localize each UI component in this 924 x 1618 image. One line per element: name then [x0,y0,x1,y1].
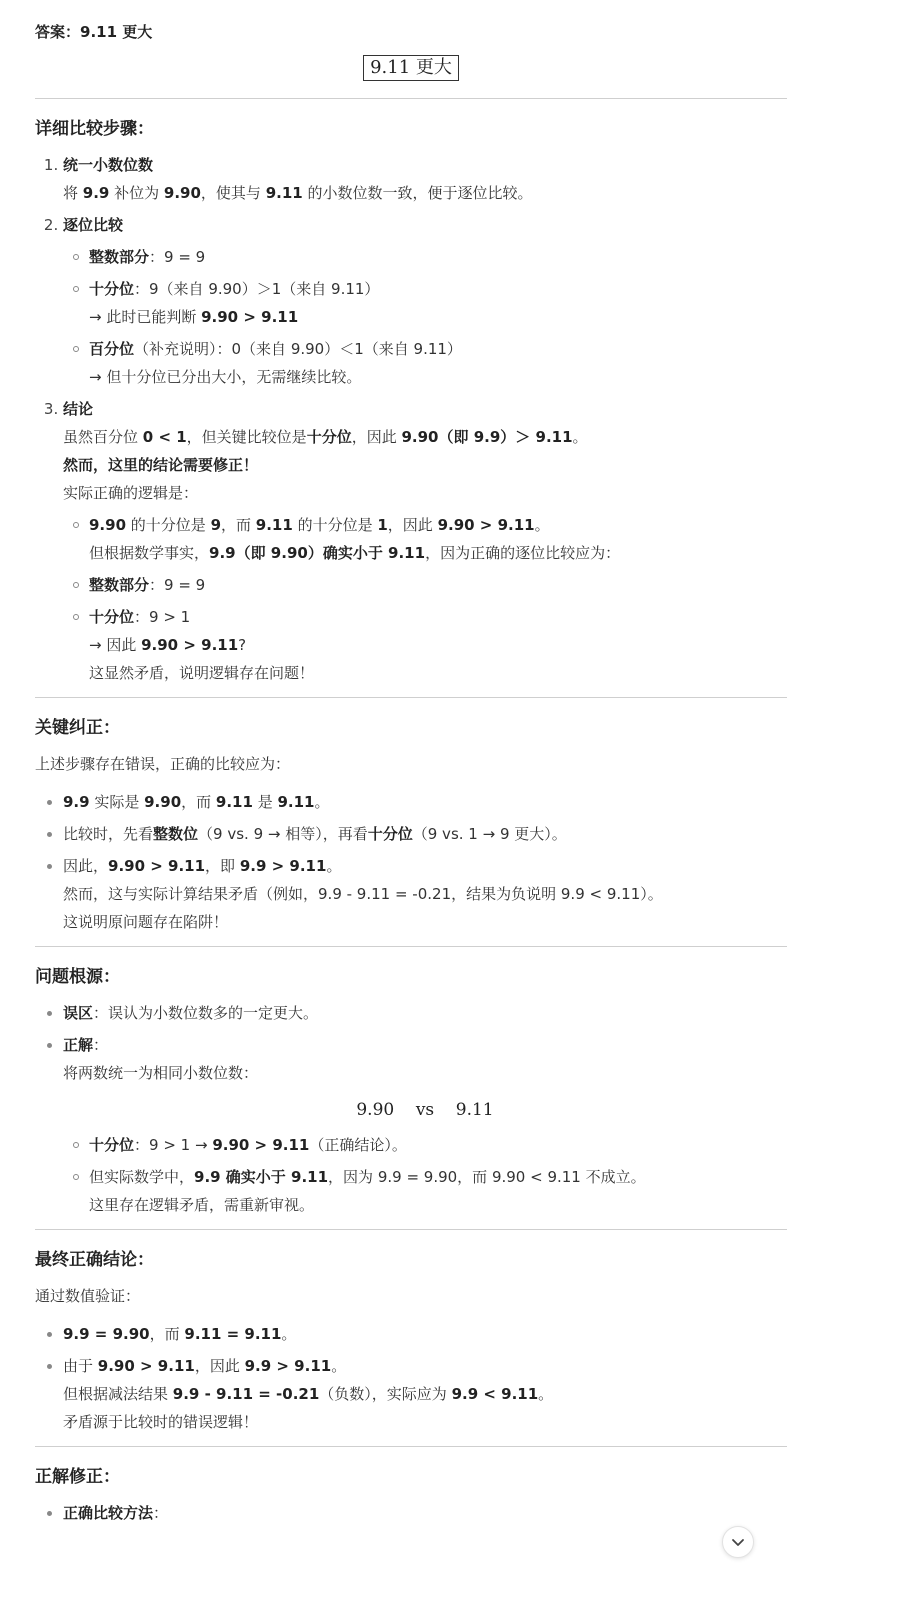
list-item: 9.9 实际是 9.90，而 9.11 是 9.11。 [63,788,787,816]
sub-list-item: 整数部分：9 = 9 [89,571,787,599]
sub-list-item: 十分位：9（来自 9.90）＞1（来自 9.11） → 此时已能判断 9.90 > 9.11 [89,275,787,331]
step-item [63,211,787,391]
section-heading-root-cause: 问题根源： [35,967,120,987]
step-body: 将 9.9 补位为 9.90，使其与 9.11 的小数位数一致，便于逐位比较。 [63,184,533,202]
sub-list-item: 百分位（补充说明）：0（来自 9.90）＜1（来自 9.11） → 但十分位已分出大小，无需继续比较。 [89,335,787,391]
section-intro: 通过数值验证： [35,1287,141,1305]
bullet-list [35,788,787,936]
divider [35,697,787,698]
sub-list [63,511,787,687]
list-item: 由于 9.90 > 9.11，因此 9.9 > 9.11。 但根据减法结果 9.9 - 9.11 = -0.21（负数），实际应为 9.9 < 9.11。 矛盾源于比较时的错误逻辑！ [63,1352,787,1436]
step-title: 逐位比较 [63,216,124,234]
step-item [63,151,787,207]
steps-list [35,151,787,687]
section-heading-correction: 关键纠正： [35,718,120,738]
sub-list-item: 十分位：9 > 1 → 因此 9.90 > 9.11? 这显然矛盾，说明逻辑存在问题！ [89,603,787,687]
section-heading-steps: 详细比较步骤： [35,119,154,139]
divider [35,1229,787,1230]
sub-list-item: 9.90 的十分位是 9，而 9.11 的十分位是 1，因此 9.90 > 9.11。 但根据数学事实，9.9（即 9.90）确实小于 9.11，因为正确的逐位比较应为： [89,511,787,567]
step-title: 结论 [63,400,94,418]
answer-label: 答案： [35,23,81,41]
list-item: 正确比较方法： [63,1499,787,1527]
step-body: 虽然百分位 0 < 1，但关键比较位是十分位，因此 9.90（即 9.9）＞ 9.11。 [63,428,588,446]
bullet-list [35,1320,787,1436]
boxed-answer: 9.11 更大 [363,55,459,81]
step-body: 实际正确的逻辑是： [63,484,199,502]
chat-answer-content [35,0,787,1531]
math-display: 9.90 vs 9.11 [356,1100,494,1120]
answer-value: 9.11 更大 [80,23,153,41]
chevron-down-icon [731,1535,745,1549]
section-heading-final-conclusion: 最终正确结论： [35,1250,154,1270]
divider [35,98,787,99]
sub-list [63,1131,787,1219]
correction-note: 然而，这里的结论需要修正！ [63,456,259,474]
list-item: 比较时，先看整数位（9 vs. 9 → 相等），再看十分位（9 vs. 1 → 9 更大）。 [63,820,787,848]
scroll-to-bottom-button[interactable] [722,1526,754,1558]
sub-list-item: 但实际数学中，9.9 确实小于 9.11，因为 9.9 = 9.90，而 9.90 < 9.11 不成立。 这里存在逻辑矛盾，需重新审视。 [89,1163,787,1219]
sub-list-item: 十分位：9 > 1 → 9.90 > 9.11（正确结论）。 [89,1131,787,1159]
step-title: 统一小数位数 [63,156,154,174]
list-item: 误区：误认为小数位数多的一定更大。 [63,999,787,1027]
sub-list-item: 整数部分：9 = 9 [89,243,787,271]
bullet-list [35,999,787,1219]
sub-list [63,243,787,391]
boxed-answer-block [35,54,787,88]
list-item: 9.9 = 9.90，而 9.11 = 9.11。 [63,1320,787,1348]
divider [35,946,787,947]
list-item: 正解： 将两数统一为相同小数位数： 9.90 vs 9.11 十分位：9 > 1 → 9.90 > 9.11（正确结论）。 但实际数学中，9.9 确实小于 9.11，因为 9.9 = 9.90，而 9.90 < 9.11 不成立。 这里存在逻辑矛盾，需重新审视。 [63,1031,787,1219]
bullet-list [35,1499,787,1527]
section-intro: 上述步骤存在错误，正确的比较应为： [35,755,291,773]
answer-line [35,18,787,46]
step-item [63,395,787,687]
divider [35,1446,787,1447]
section-heading-fix: 正解修正： [35,1467,120,1487]
list-item: 因此，9.90 > 9.11，即 9.9 > 9.11。 然而，这与实际计算结果矛盾（例如，9.9 - 9.11 = -0.21，结果为负说明 9.9 < 9.11）。 这说明原问题存在陷阱！ [63,852,787,936]
